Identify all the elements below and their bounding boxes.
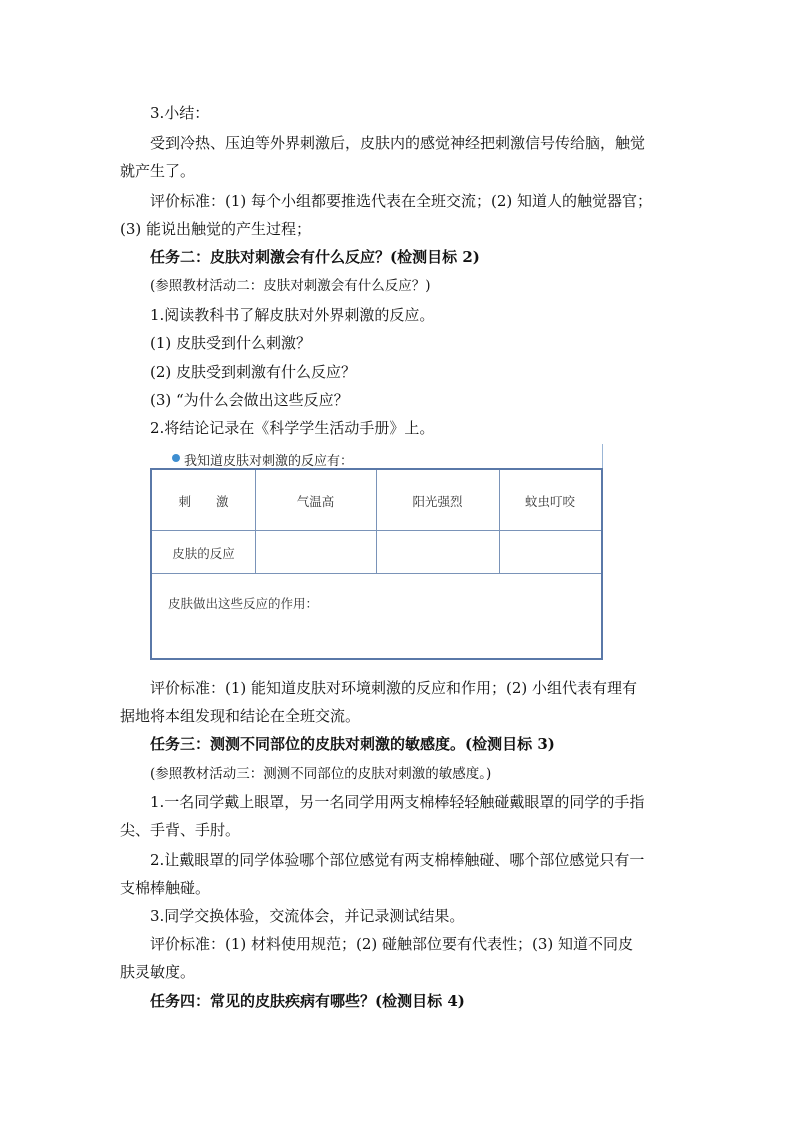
eval-criteria-1a: 评价标准：(1) 每个小组都要推选代表在全班交流；(2) 知道人的触觉器官； — [150, 192, 653, 210]
task2-step-2: 2.将结论记录在《科学学生活动手册》上。 — [150, 419, 435, 437]
bullet-dot-icon — [172, 454, 180, 462]
summary-heading: 3.小结： — [150, 104, 210, 122]
task2-question-3: (3) “为什么会做出这些反应？ — [150, 391, 349, 409]
skin-reaction-row-label: 皮肤的反应 — [172, 546, 235, 561]
task3-step-2a: 2.让戴眼罩的同学体验哪个部位感觉有两支棉棒触碰、哪个部位感觉只有一 — [150, 851, 645, 869]
skin-reaction-worksheet — [150, 444, 603, 662]
eval-criteria-1b: (3) 能说出触觉的产生过程； — [120, 220, 312, 238]
stimulus-header: 刺 激 — [178, 494, 229, 509]
summary-text-2: 就产生了。 — [120, 162, 196, 180]
reaction-purpose-label: 皮肤做出这些反应的作用： — [168, 596, 319, 611]
task2-title: 任务二：皮肤对刺激会有什么反应？(检测目标 2) — [150, 248, 480, 266]
task3-step-1a: 1.一名同学戴上眼罩，另一名同学用两支棉棒轻轻触碰戴眼罩的同学的手指 — [150, 793, 645, 811]
eval-criteria-2b: 据地将本组发现和结论在全班交流。 — [120, 707, 361, 725]
task2-question-1: (1) 皮肤受到什么刺激？ — [150, 334, 312, 352]
task3-title: 任务三：测测不同部位的皮肤对刺激的敏感度。(检测目标 3) — [150, 735, 555, 753]
task4-title: 任务四：常见的皮肤疾病有哪些？(检测目标 4) — [150, 992, 465, 1010]
eval-criteria-3b: 肤灵敏度。 — [120, 963, 196, 981]
column-strong-sunlight: 阳光强烈 — [412, 494, 463, 509]
eval-criteria-2a: 评价标准：(1) 能知道皮肤对环境刺激的反应和作用；(2) 小组代表有理有 — [150, 679, 638, 697]
worksheet-table — [150, 468, 603, 660]
column-insect-bite: 蚊虫叮咬 — [524, 494, 575, 509]
worksheet-caption: 我知道皮肤对刺激的反应有： — [184, 454, 354, 469]
task2-question-2: (2) 皮肤受到刺激有什么反应？ — [150, 363, 357, 381]
task2-reference: (参照教材活动二：皮肤对刺激会有什么反应？) — [150, 278, 431, 294]
eval-criteria-3a: 评价标准：(1) 材料使用规范；(2) 碰触部位要有代表性；(3) 知道不同皮 — [150, 935, 634, 953]
task2-step-1: 1.阅读教科书了解皮肤对外界刺激的反应。 — [150, 306, 435, 324]
task3-step-1b: 尖、手背、手肘。 — [120, 821, 241, 839]
task3-step-2b: 支棉棒触碰。 — [120, 879, 211, 897]
task3-reference: (参照教材活动三：测测不同部位的皮肤对刺激的敏感度。) — [150, 766, 492, 782]
column-high-temperature: 气温高 — [296, 494, 335, 509]
task3-step-3: 3.同学交换体验，交流体会，并记录测试结果。 — [150, 907, 465, 925]
summary-text-1: 受到冷热、压迫等外界刺激后，皮肤内的感觉神经把刺激信号传给脑，触觉 — [150, 134, 646, 152]
